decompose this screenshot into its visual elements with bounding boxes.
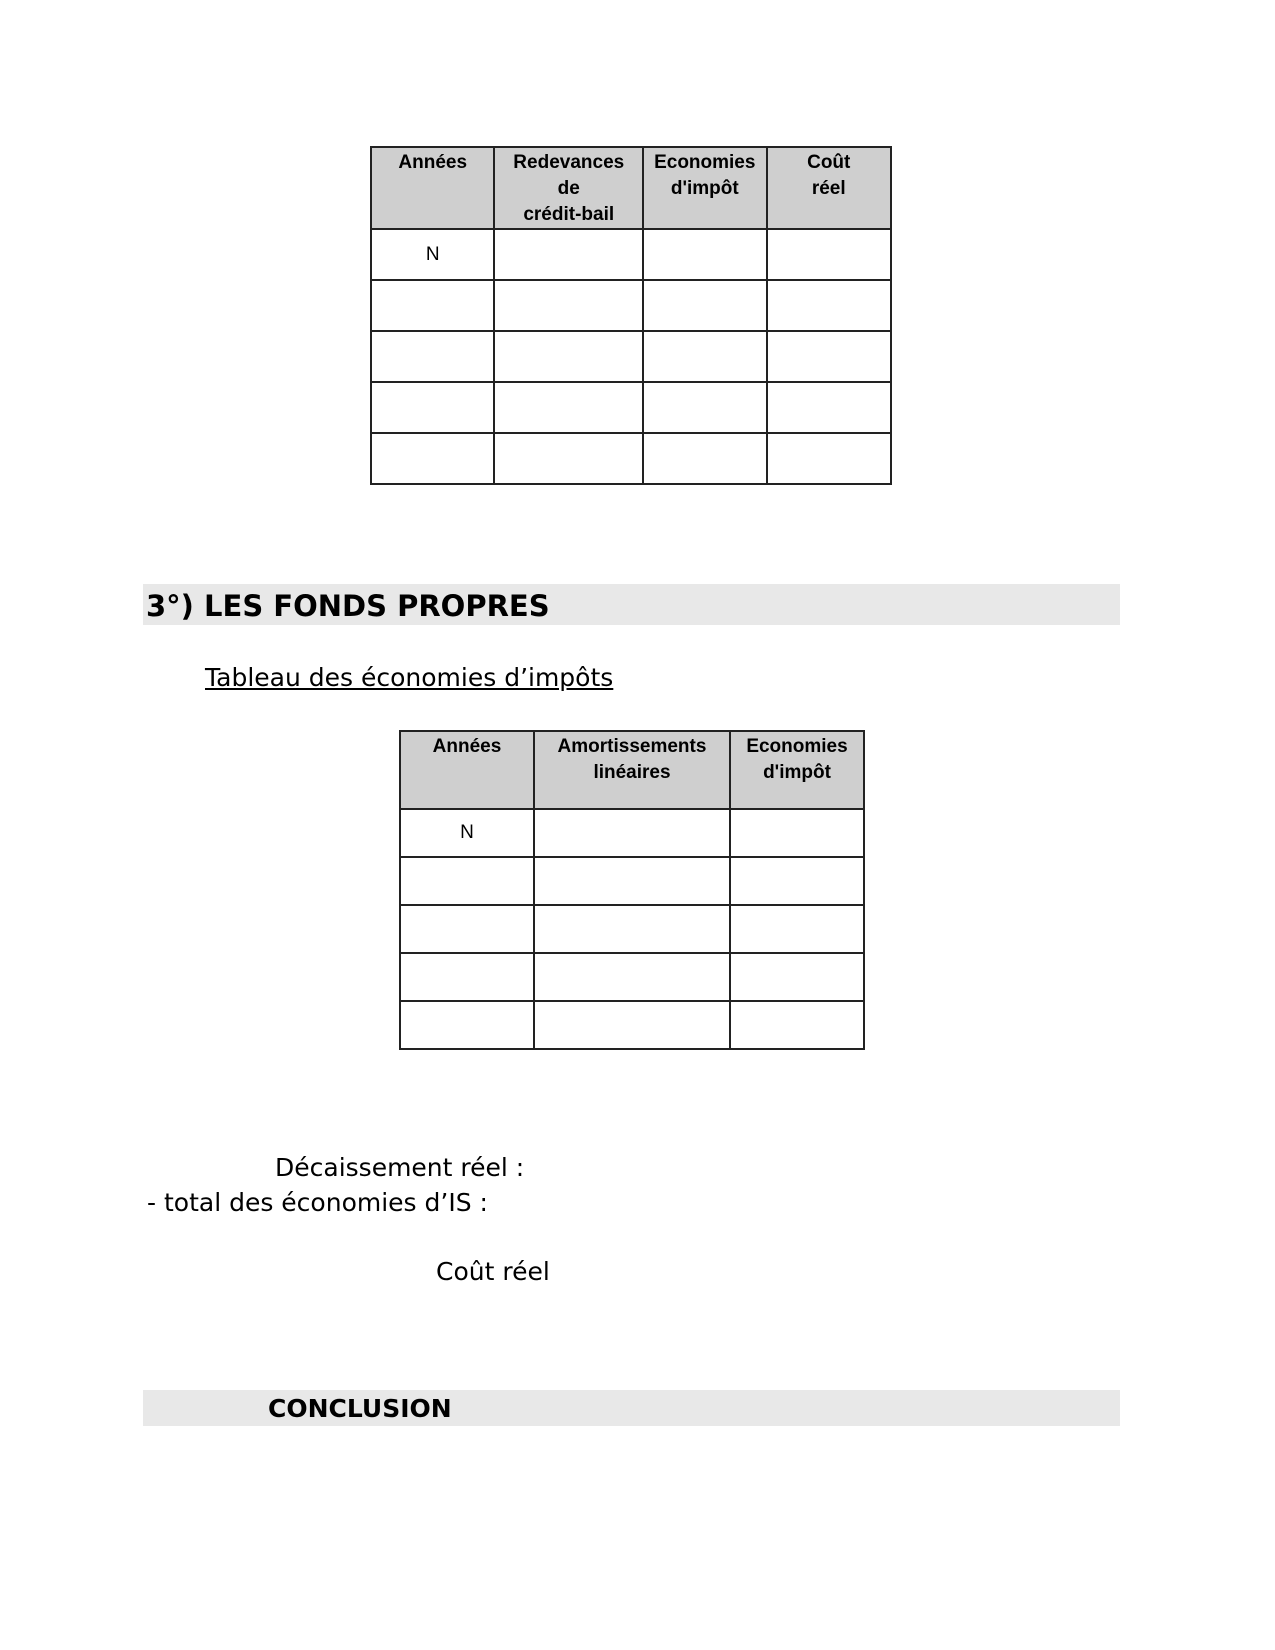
conclusion-title: CONCLUSION (268, 1394, 452, 1423)
table-cell (767, 280, 892, 331)
header-economies-impot: Economies d'impôt (730, 731, 864, 809)
table-cell (643, 229, 766, 280)
table-cell: N (371, 229, 494, 280)
table-cell (534, 905, 730, 953)
header-amortissements: Amortissements linéaires (534, 731, 730, 809)
table-row (400, 809, 864, 857)
table-cell (494, 331, 643, 382)
table-row (400, 905, 864, 953)
table-cell (371, 331, 494, 382)
table-cell (400, 857, 534, 905)
table-row (400, 857, 864, 905)
table-cell (534, 953, 730, 1001)
section-subtitle: Tableau des économies d’impôts (205, 663, 614, 692)
table-cell (494, 229, 643, 280)
table-cell (371, 382, 494, 433)
table-cell (643, 280, 766, 331)
table-row (400, 1001, 864, 1049)
table-row (371, 280, 891, 331)
table-row (371, 229, 891, 280)
header-cout-reel: Coût réel (767, 147, 892, 229)
table-cell (643, 433, 766, 484)
table-cell (534, 1001, 730, 1049)
fonds-propres-table (399, 730, 865, 1050)
table-cell (534, 809, 730, 857)
header-annees: Années (371, 147, 494, 229)
table-cell (730, 905, 864, 953)
table-cell (643, 382, 766, 433)
table-cell (400, 1001, 534, 1049)
table-cell (767, 229, 892, 280)
table-cell (534, 857, 730, 905)
header-annees: Années (400, 731, 534, 809)
table-row (371, 382, 891, 433)
table-header-row (400, 731, 864, 809)
table-cell (767, 433, 892, 484)
header-redevances: Redevances de crédit-bail (494, 147, 643, 229)
table-cell (730, 809, 864, 857)
table-cell (730, 953, 864, 1001)
table-cell (494, 382, 643, 433)
total-economies-label: - total des économies d’IS : (147, 1188, 488, 1217)
table-cell (767, 382, 892, 433)
table-header-row (371, 147, 891, 229)
table-cell (730, 857, 864, 905)
table-cell: N (400, 809, 534, 857)
table-cell (371, 433, 494, 484)
table-cell (400, 953, 534, 1001)
credit-bail-table (370, 146, 892, 485)
table-row (371, 331, 891, 382)
table-cell (767, 331, 892, 382)
table-cell (371, 280, 494, 331)
table-row (400, 953, 864, 1001)
cout-reel-label: Coût réel (436, 1257, 550, 1286)
decaissement-reel-label: Décaissement réel : (275, 1153, 525, 1182)
header-economies-impot: Economies d'impôt (643, 147, 766, 229)
table-cell (494, 433, 643, 484)
table-cell (730, 1001, 864, 1049)
section-title: 3°) LES FONDS PROPRES (146, 589, 550, 623)
table-row (371, 433, 891, 484)
table-cell (400, 905, 534, 953)
table-cell (643, 331, 766, 382)
table-cell (494, 280, 643, 331)
